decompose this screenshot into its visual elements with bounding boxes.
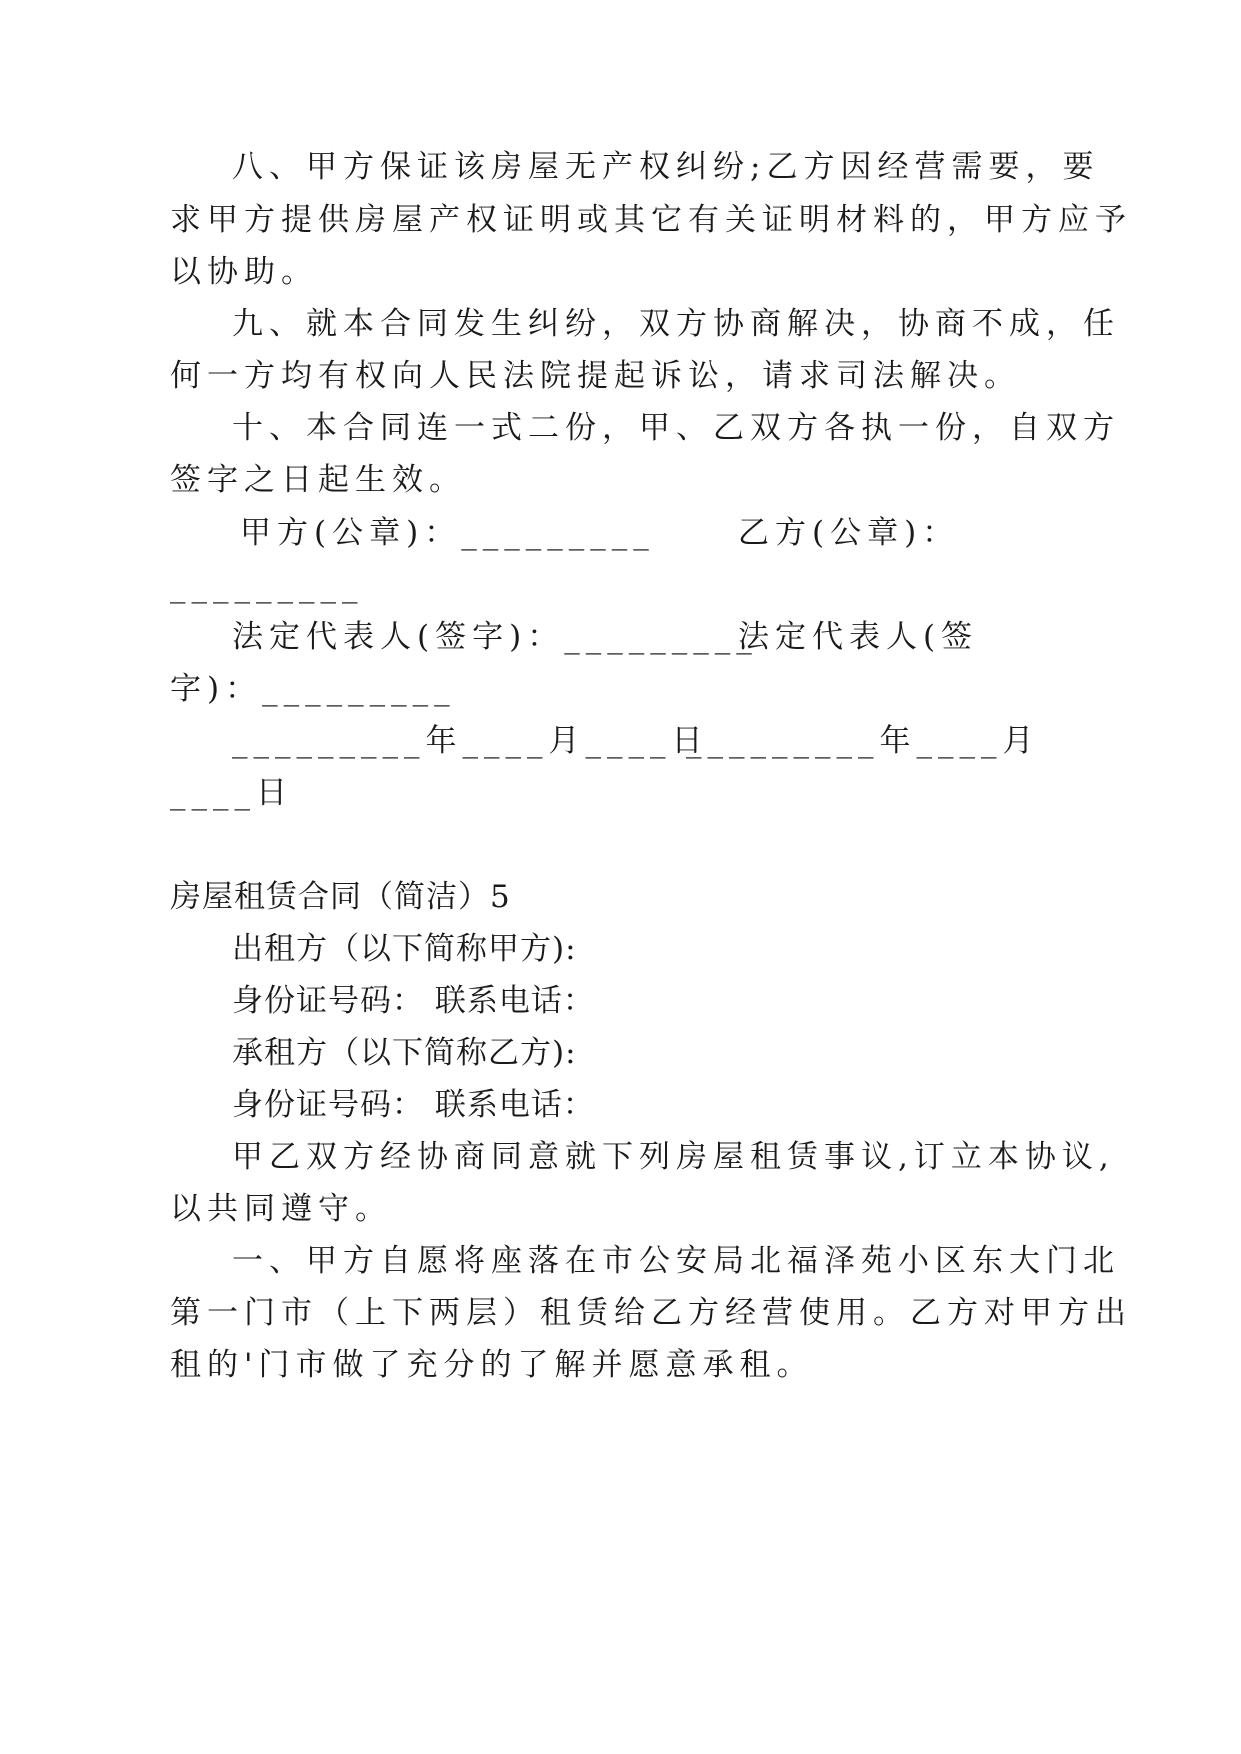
- lessee-id-phone: 身份证号码： 联系电话：: [232, 1087, 595, 1123]
- party-a-seal: 甲方(公章)：_________: [240, 515, 655, 551]
- lessor-label: 出租方（以下简称甲方):: [232, 931, 577, 967]
- party-a-date: _________年____月____日: [232, 723, 709, 759]
- party-a-representative: 法定代表人(签字)：_________: [232, 619, 758, 655]
- clause-10-line-1: 十、本合同连一式二份，甲、乙双方各执一份，自双方: [232, 410, 1120, 446]
- clause-10-line-2: 签字之日起生效。: [170, 462, 466, 498]
- clause-9-line-2: 何一方均有权向人民法院提起诉讼，请求司法解决。: [170, 358, 1021, 394]
- party-b-seal-blank: _________: [170, 568, 364, 604]
- agreement-line-1: 甲乙双方经协商同意就下列房屋租赁事议,订立本协议,: [232, 1139, 1115, 1175]
- contract-5-clause-1-line-2: 第一门市（上下两层）租赁给乙方经营使用。乙方对甲方出: [170, 1295, 1132, 1331]
- clause-8-line-3: 以协助。: [170, 254, 318, 290]
- party-b-representative-cont: 字)：_________: [170, 671, 456, 707]
- lessor-id-phone: 身份证号码： 联系电话：: [232, 983, 595, 1019]
- clause-9-line-1: 九、就本合同发生纠纷，双方协商解决，协商不成，任: [232, 306, 1120, 342]
- party-b-date: _________年____月: [686, 723, 1040, 759]
- clause-8-line-1: 八、甲方保证该房屋无产权纠纷;乙方因经营需要，要: [232, 149, 1100, 185]
- lessee-label: 承租方（以下简称乙方):: [232, 1035, 577, 1071]
- party-b-date-cont: ____日: [170, 775, 293, 811]
- contract-5-clause-1-line-1: 一、甲方自愿将座落在市公安局北福泽苑小区东大门北: [232, 1243, 1120, 1279]
- contract-5-clause-1-line-3: 租的'门市做了充分的了解并愿意承租。: [170, 1347, 814, 1383]
- party-b-representative: 法定代表人(签: [738, 619, 979, 655]
- party-b-seal: 乙方(公章)：: [738, 515, 960, 551]
- agreement-line-2: 以共同遵守。: [170, 1191, 392, 1227]
- contract-title: 房屋租赁合同（简洁）5: [170, 879, 511, 915]
- clause-8-line-2: 求甲方提供房屋产权证明或其它有关证明材料的，甲方应予: [170, 202, 1132, 238]
